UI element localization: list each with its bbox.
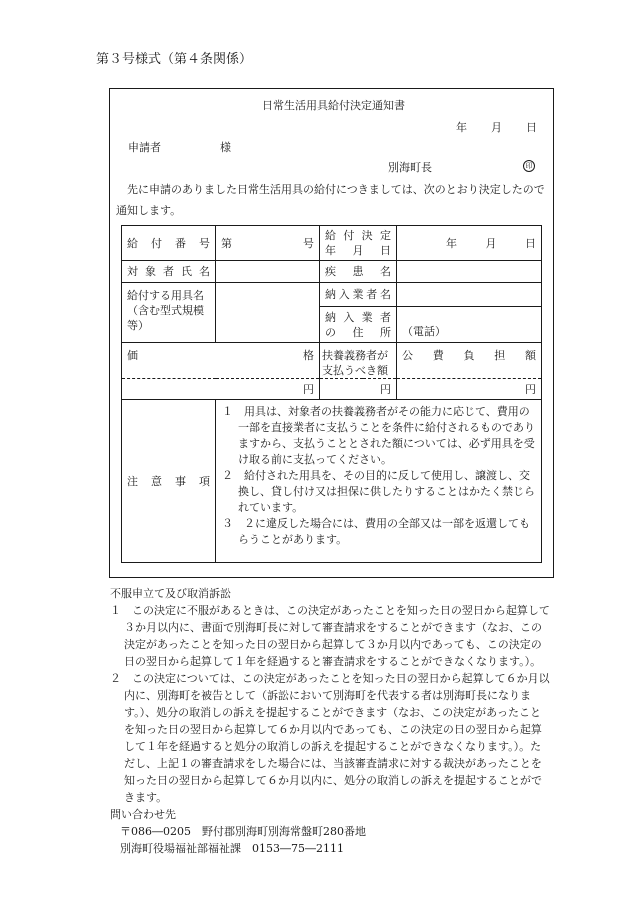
price-label: 価 格 (122, 343, 320, 379)
decision-date-label: 給 付 決 定 年 月 日 (320, 226, 397, 261)
grant-no-label: 給 付 番 号 (122, 226, 216, 261)
decision-date-value: 年 月 日 (397, 226, 542, 261)
disease-label: 疾 患 名 (320, 261, 397, 283)
vendor-name-label: 納 入 業 者 名 (320, 283, 397, 307)
note-item: １ 用具は、対象者の扶養義務者がその能力に応じて、費用の一部を直接業者に支払うことを条件に給付されるものでありますから、支払うこととされた額については、必ず用具を受け取る前に支払ってください。 (222, 405, 535, 466)
applicant-label: 申請者 (128, 141, 161, 154)
public-burden-yen: 円 (397, 379, 542, 400)
vendor-name-value (397, 283, 542, 307)
notes-content (216, 400, 542, 563)
disease-value (397, 261, 542, 283)
guardian-payment-label: 扶養義務者が支払うべき額 (320, 343, 397, 379)
seal-mark: 印 (523, 160, 535, 172)
appeal-heading: 不服申立て及び取消訴訟 (110, 587, 231, 600)
person-name-value (216, 261, 320, 283)
contact-address: 〒086―0205 野付郡別海町別海常盤町280番地 (120, 825, 366, 838)
person-name-label: 対 象 者 氏 名 (122, 261, 216, 283)
appeal-item: １ この決定に不服があるときは、この決定があったことを知った日の翌日から起算して３か月以内に、書面で別海町長に対して審査請求をすることができます（なお、この決定があったことを知った日の翌日から起算して３か月以内であっても、この決定の日の翌日から起算して１年を経過すると審査請求をすることができなくなります。）。 (110, 604, 550, 668)
decision-table (121, 225, 542, 563)
honorific: 様 (220, 141, 231, 154)
notice-frame (109, 88, 554, 578)
intro-text: 先に申請のありました日常生活用具の給付につきましては、次のとおり決定したので通知します。 (116, 183, 545, 217)
note-item: ３ ２に違反した場合には、費用の全部又は一部を返還してもらうことがあります。 (222, 517, 530, 546)
form-title: 第３号様式（第４条関係） (96, 52, 253, 67)
notice-title: 日常生活用具給付決定通知書 (262, 99, 405, 112)
public-burden-label: 公 費 負 担 額 (397, 343, 542, 379)
issuer: 別海町長 (388, 161, 432, 174)
notes-label: 注 意 事 項 (122, 400, 216, 563)
device-label: 給付する用具名 （含む型式規模 等） (122, 283, 216, 343)
vendor-address-value (397, 307, 542, 343)
date-year: 年 (456, 121, 467, 134)
contact-office: 別海町役場福祉部福祉課 0153―75―2111 (120, 842, 344, 855)
device-value (216, 283, 320, 343)
date-day: 日 (526, 121, 537, 134)
note-item: ２ 給付された用具を、その目的に反して使用し、譲渡し、交換し、貸し付け又は担保に供したりすることはかたく禁じられています。 (222, 469, 535, 514)
vendor-address-label: 納 入 業 者 の 住 所 (320, 307, 397, 343)
date-month: 月 (491, 121, 502, 134)
guardian-payment-yen: 円 (320, 379, 397, 400)
grant-no-value: 第 号 (216, 226, 320, 261)
phone-label: （電話） (402, 325, 446, 338)
appeal-section (110, 585, 550, 857)
appeal-item: ２ この決定については、この決定があったことを知った日の翌日から起算して６か月以内に、別海町を被告として（訴訟において別海町を代表する者は別海町長になります。）、処分の取消しの訴えを提起することができます（なお、この決定があったことを知った日の翌日から起算して６か月以内であっても、この決定の日の翌日から起算して１年を経過すると処分の取消しの訴えを提起することができなくなります。）。ただし、上記１の審査請求をした場合には、当該審査請求に対する裁決があったことを知った日の翌日から起算して６か月以内に、処分の取消しの訴えを提起することができます。 (110, 672, 550, 804)
price-yen: 円 (122, 379, 320, 400)
contact-heading: 問い合わせ先 (110, 808, 176, 821)
